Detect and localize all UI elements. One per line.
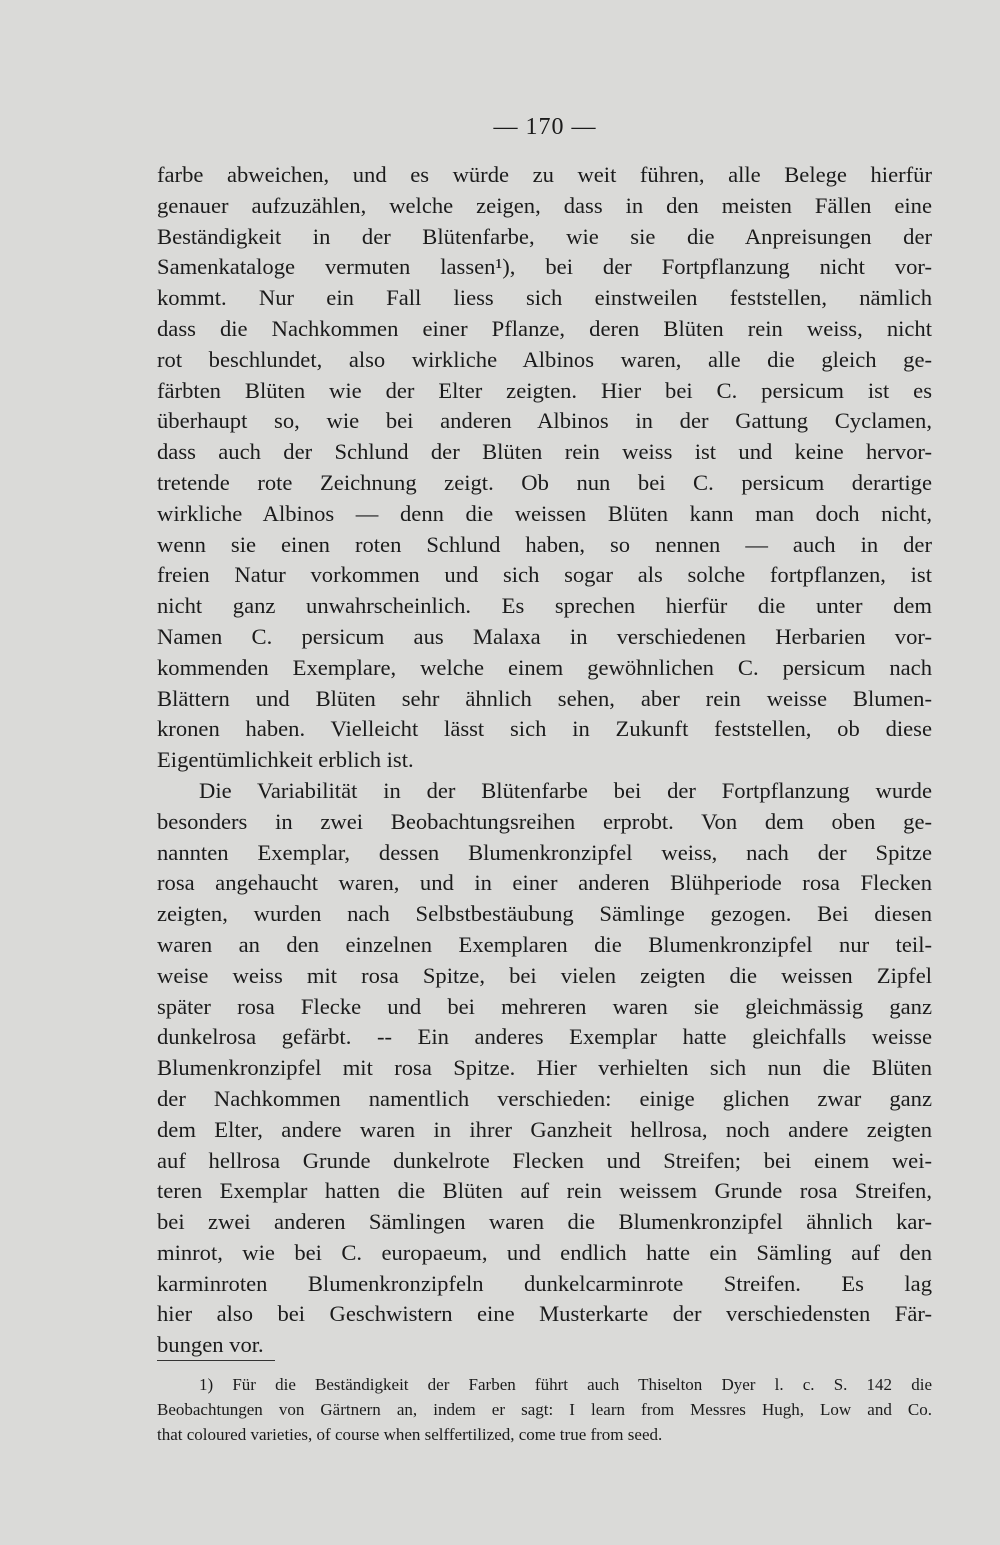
- footnote: [157, 1372, 932, 1447]
- text-line: kronen haben. Vielleicht lässt sich in Zukunft feststellen, ob diese: [157, 716, 932, 742]
- text-line: besonders in zwei Beobachtungsreihen erprobt. Von dem oben ge-: [157, 808, 932, 834]
- footnote-line: that coloured varieties, of course when selffertilized, come true from seed.: [157, 1425, 663, 1444]
- text-line: rosa angehaucht waren, und in einer anderen Blühperiode rosa Flecken: [157, 870, 932, 896]
- text-line: bei zwei anderen Sämlingen waren die Blumenkronzipfel ähnlich kar-: [157, 1209, 932, 1235]
- text-line: teren Exemplar hatten die Blüten auf rein weissem Grunde rosa Streifen,: [157, 1178, 932, 1204]
- text-line: waren an den einzelnen Exemplaren die Blumenkronzipfel nur teil-: [157, 931, 932, 957]
- text-line: wirkliche Albinos — denn die weissen Blüten kann man doch nicht,: [157, 500, 932, 526]
- text-line: zeigten, wurden nach Selbstbestäubung Sämlinge gezogen. Bei diesen: [157, 901, 932, 927]
- text-line: färbten Blüten wie der Elter zeigten. Hier bei C. persicum ist es: [157, 377, 932, 403]
- text-line: genauer aufzuzählen, welche zeigen, dass in den meisten Fällen eine: [157, 192, 932, 218]
- text-line: auf hellrosa Grunde dunkelrote Flecken und Streifen; bei einem wei-: [157, 1147, 932, 1173]
- text-line: farbe abweichen, und es würde zu weit führen, alle Belege hierfür: [157, 162, 932, 187]
- text-line: karminroten Blumenkronzipfeln dunkelcarminrote Streifen. Es lag: [157, 1270, 932, 1296]
- text-line: nannten Exemplar, dessen Blumenkronzipfel weiss, nach der Spitze: [157, 839, 932, 865]
- text-line: weise weiss mit rosa Spitze, bei vielen zeigten die weissen Zipfel: [157, 962, 932, 988]
- page-number: — 170 —: [493, 114, 597, 140]
- text-line: Blättern und Blüten sehr ähnlich sehen, aber rein weisse Blumen-: [157, 685, 932, 711]
- body-text: [157, 160, 932, 1361]
- text-line: Blumenkronzipfel mit rosa Spitze. Hier verhielten sich nun die Blüten: [157, 1055, 932, 1081]
- text-line: der Nachkommen namentlich verschieden: einige glichen zwar ganz: [157, 1085, 932, 1111]
- text-line: rot beschlundet, also wirkliche Albinos waren, alle die gleich ge-: [157, 346, 932, 372]
- text-line: nicht ganz unwahrscheinlich. Es sprechen hierfür die unter dem: [157, 593, 932, 619]
- text-line: Die Variabilität in der Blütenfarbe bei der Fortpflanzung wurde: [199, 777, 932, 803]
- text-line: freien Natur vorkommen und sich sogar als solche fortpflanzen, ist: [157, 562, 932, 588]
- text-line: wenn sie einen roten Schlund haben, so nennen — auch in der: [157, 531, 932, 557]
- text-line: Samenkataloge vermuten lassen¹), bei der Fortpflanzung nicht vor-: [157, 254, 932, 280]
- text-line: später rosa Flecke und bei mehreren waren sie gleichmässig ganz: [157, 993, 932, 1019]
- text-line: kommenden Exemplare, welche einem gewöhnlichen C. persicum nach: [157, 654, 932, 680]
- text-line: bungen vor.: [157, 1332, 264, 1358]
- footnote-divider: [157, 1360, 275, 1361]
- text-line: dunkelrosa gefärbt. -- Ein anderes Exemplar hatte gleichfalls weisse: [157, 1024, 932, 1050]
- text-line: dem Elter, andere waren in ihrer Ganzheit hellrosa, noch andere zeigten: [157, 1116, 932, 1142]
- text-line: tretende rote Zeichnung zeigt. Ob nun bei C. persicum derartige: [157, 469, 932, 495]
- text-line: hier also bei Geschwistern eine Musterkarte der verschiedensten Fär-: [157, 1301, 932, 1327]
- text-line: kommt. Nur ein Fall liess sich einstweilen feststellen, nämlich: [157, 285, 932, 311]
- footnote-line: Beobachtungen von Gärtnern an, indem er sagt: I learn from Messres Hugh, Low and Co.: [157, 1400, 932, 1419]
- text-line: Namen C. persicum aus Malaxa in verschiedenen Herbarien vor-: [157, 623, 932, 649]
- text-line: dass auch der Schlund der Blüten rein weiss ist und keine hervor-: [157, 439, 932, 465]
- text-line: minrot, wie bei C. europaeum, und endlich hatte ein Sämling auf den: [157, 1239, 932, 1265]
- text-line: Eigentümlichkeit erblich ist.: [157, 747, 414, 773]
- footnote-line: 1) Für die Beständigkeit der Farben führt auch Thiselton Dyer l. c. S. 142 die: [199, 1375, 932, 1394]
- text-line: dass die Nachkommen einer Pflanze, deren Blüten rein weiss, nicht: [157, 315, 932, 341]
- text-line: Beständigkeit in der Blütenfarbe, wie sie die Anpreisungen der: [157, 223, 932, 249]
- text-line: überhaupt so, wie bei anderen Albinos in der Gattung Cyclamen,: [157, 408, 932, 434]
